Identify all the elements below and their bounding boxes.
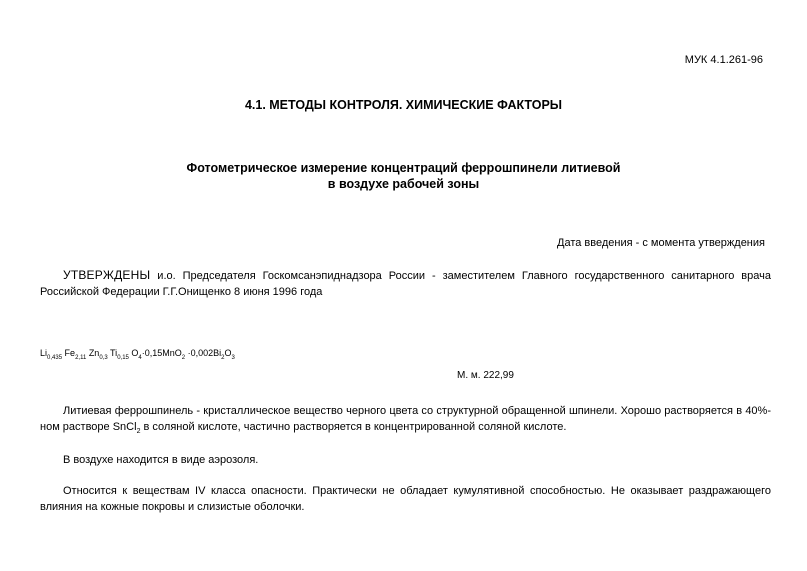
introduction-date: Дата введения - с момента утверждения — [557, 237, 765, 249]
chemical-formula — [40, 348, 235, 361]
formula-bi: ·0,002Bi — [187, 348, 222, 358]
formula-o-sub: 4 — [138, 354, 142, 361]
formula-bi-sub: 2 — [221, 354, 225, 361]
document-title-line-2: в воздухе рабочей зоны — [327, 177, 480, 191]
formula-mn-sub: 2 — [181, 354, 186, 361]
document-title — [0, 160, 807, 192]
air-state-paragraph: В воздухе находится в виде аэрозоля. — [63, 454, 259, 466]
formula-o2: O — [224, 348, 232, 358]
approval-paragraph — [40, 267, 771, 300]
formula-fe-sub: 2,11 — [75, 354, 87, 361]
document-title-line-1: Фотометрическое измерение концентраций феррошпинели литиевой — [186, 161, 621, 175]
document-code: МУК 4.1.261-96 — [684, 54, 763, 66]
description-paragraph — [40, 403, 771, 440]
formula-ti-sub: 0,15 — [117, 354, 129, 361]
formula-o: O — [131, 348, 139, 358]
description-sncl-sub: 2 — [136, 428, 141, 436]
section-title: 4.1. МЕТОДЫ КОНТРОЛЯ. ХИМИЧЕСКИЕ ФАКТОРЫ — [244, 98, 563, 112]
description-text-start: Литиевая феррошпинель - кристаллическое вещество черного цвета со структурной обращенной шпинели. Хорошо растворяется в 40%-ном растворе SnCl — [40, 405, 771, 433]
formula-fe: Fe — [64, 348, 76, 358]
formula-li-sub: 0,435 — [47, 354, 63, 361]
description-text-end: в соляной кислоте, частично растворяется в концентрированной соляной кислоте. — [140, 421, 567, 433]
hazard-class-paragraph: Относится к веществам IV класса опасности. Практически не обладает кумулятивной способностью. Не оказывает раздражающего влияния на кожные покровы и слизистые оболочки. — [40, 485, 771, 513]
formula-zn: Zn — [88, 348, 100, 358]
approval-label: УТВЕРЖДЕНЫ — [63, 268, 151, 282]
formula-o2-sub: 3 — [231, 354, 235, 361]
formula-ti: Ti — [110, 348, 118, 358]
molar-mass: М. м. 222,99 — [457, 370, 514, 381]
formula-zn-sub: 0,3 — [99, 354, 108, 361]
approval-text: и.о. Председателя Госкомсанэпиднадзора России - заместителем Главного государственного санитарного врача Российской Федерации Г.Г.Онищенко 8 июня 1996 года — [40, 270, 771, 298]
formula-mn: ·0,15MnO — [141, 348, 182, 358]
formula-li: Li — [40, 348, 48, 358]
